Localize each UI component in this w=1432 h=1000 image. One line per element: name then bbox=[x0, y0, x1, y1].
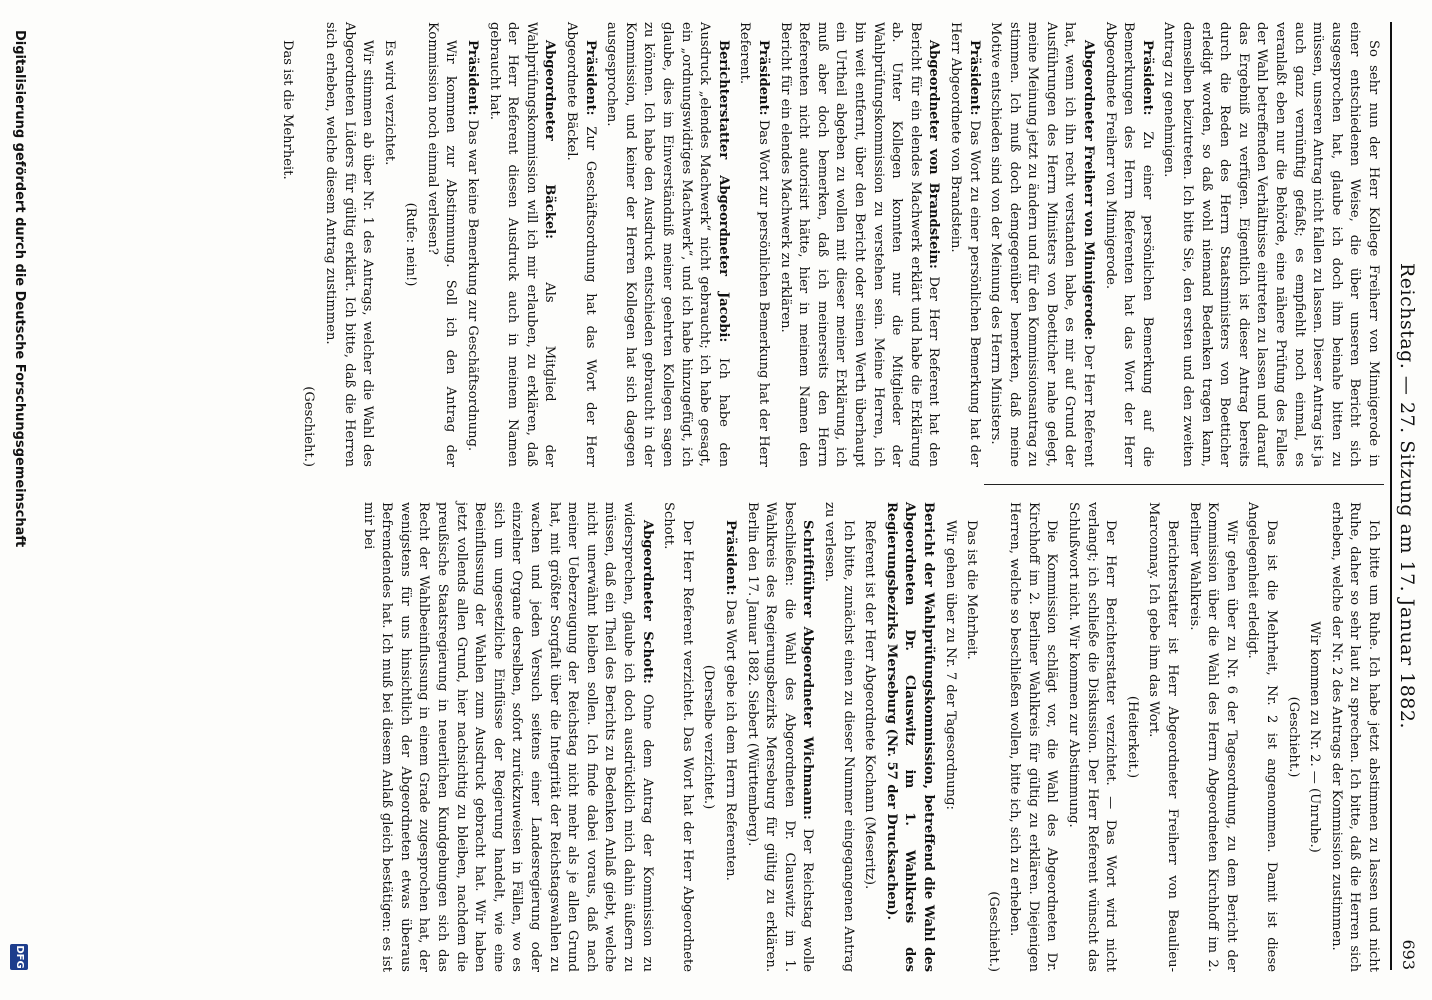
paragraph-text: (Geschieht.) bbox=[301, 386, 317, 467]
speaker-name: Präsident: bbox=[966, 40, 982, 116]
paragraph bbox=[1122, 502, 1141, 972]
speaker-name: Abgeordneter Freiherr von Minnigerode: bbox=[1081, 40, 1097, 341]
paragraph-text: Berichterstatter ist Herr Abgeordneter Freiherr von Beaulieu-Marconnay. Ich gebe ihm das Wort. bbox=[1146, 502, 1181, 972]
right-text-column bbox=[355, 502, 1382, 972]
paragraph-text: Referent ist der Herr Abgeordnete Kochann (Meseritz). bbox=[862, 520, 878, 890]
paragraph bbox=[277, 22, 296, 467]
speaker-name: Präsident: bbox=[756, 40, 771, 116]
speech-paragraph bbox=[358, 502, 656, 972]
paragraph-text: Als Mitglied der Wahlprüfungskommission will ich mir erlauben, zu erklären, daß der Herr Referent diesen Ausdruck auch in meinem Namen gebraucht hat. bbox=[486, 22, 558, 468]
paragraph bbox=[379, 22, 398, 467]
paragraph-text: Das Wort zur persönlichen Bemerkung hat der Herr Referent. bbox=[737, 22, 771, 467]
speaker-name: Präsident: bbox=[465, 40, 481, 116]
paragraph-text: Ich bitte um Ruhe. Ich habe jetzt abstimmen zu lassen und nicht Ruhe, daher so sehr laut zu sprechen. Ich bitte, daß die Herren sich erheben, welche der Nr. 2 des Antrags der Kommission zustimmen. bbox=[1328, 502, 1381, 972]
paragraph bbox=[1243, 502, 1280, 972]
paragraph bbox=[962, 502, 981, 972]
paragraph bbox=[819, 502, 856, 972]
digitization-credit: Digitalisierung gefördert durch die Deutsche Forschungsgemeinschaft bbox=[12, 30, 27, 548]
speech-paragraph bbox=[742, 502, 816, 972]
paragraph-text: Das Wort zu einer persönlichen Bemerkung hat der Herr Abgeordnete von Brandstein. bbox=[947, 22, 982, 467]
paragraph-text: Der Herr Berichterstatter verzichtet. — Das Wort wird nicht verlangt; ich schließe die Diskussion. Der Herr Referent wünscht das Schlußwort nicht. Wir kommen zur Abstimmung. bbox=[1066, 502, 1119, 972]
speech-paragraph bbox=[720, 502, 739, 972]
paragraph-text: (Heiterkeit.) bbox=[1124, 695, 1140, 779]
paragraph-text: Der Reichstag wolle beschließen: die Wahl des Abgeordneten Dr. Clauswitz im 1. Wahlkreis des Regierungsbezirks Merseburg für gültig zu erklären. Berlin den 17. Januar 1882. Siebert (Württemberg). bbox=[744, 502, 816, 972]
header-title: Reichstag. — 27. Sitzung am 17. Januar 1882. bbox=[1396, 262, 1418, 730]
paragraph-text: (Rufe: nein!) bbox=[403, 202, 419, 287]
paragraph-text: Wir gehen über zu Nr. 7 der Tagesordnung: bbox=[942, 520, 958, 810]
paragraph-text: Bericht der Wahlprüfungskommission, betreffend die Wahl des Abgeordneten Dr. Clauswitz im 1. Wahlkreis des Regierungsbezirks Merseburg (Nr. 57 der Drucksachen). bbox=[883, 502, 936, 972]
page-header bbox=[1390, 22, 1422, 970]
paragraph bbox=[1305, 502, 1324, 972]
paragraph bbox=[940, 502, 959, 972]
paragraph-text: (Derselbe verzichtet.) bbox=[701, 664, 717, 810]
paragraph bbox=[1283, 502, 1302, 972]
paragraph-text: Zu einer persönlichen Bemerkung auf die Bemerkungen des Herrn Referenten hat das Wort der Herr Abgeordnete Freiherr von Minnigerode. bbox=[1102, 22, 1155, 467]
speaker-name: Präsident: bbox=[582, 40, 598, 116]
column-divider bbox=[984, 484, 1384, 485]
left-text-column bbox=[274, 22, 1382, 467]
paragraph-text: Zur Geschäftsordnung hat das Wort der Herr Abgeordnete Bäckel. bbox=[564, 22, 598, 467]
paragraph bbox=[401, 22, 420, 467]
speech-paragraph bbox=[775, 22, 942, 467]
paragraph bbox=[659, 502, 696, 972]
paragraph-text: Ich habe den Ausdruck „elendes Machwerk“ nicht gebraucht; ich habe gesagt, ein „ordnungswidriges Machwerk“, und ich habe hinzugefügt, ich glaube, dies im Einverständniß meiner geehrten Kollegen sagen zu können. Ich habe den Ausdruck entschieden gebraucht in der Kommission, und keiner der Herren Kollegen hat sich dagegen ausgesprochen. bbox=[604, 22, 731, 468]
paragraph bbox=[1064, 502, 1120, 972]
paragraph bbox=[1005, 502, 1061, 972]
speaker-name: Präsident: bbox=[723, 520, 738, 596]
paragraph bbox=[1159, 22, 1382, 467]
speaker-name: Berichterstatter Abgeordneter Jacobi: bbox=[715, 40, 731, 343]
dfg-logo: DFG bbox=[10, 944, 28, 970]
speech-paragraph bbox=[945, 22, 982, 467]
speaker-name: Abgeordneter Schott: bbox=[639, 520, 655, 684]
speech-paragraph bbox=[735, 22, 772, 467]
paragraph-text: Ich bitte, zunächst einen zu dieser Nummer eingegangenen Antrag zu verlesen. bbox=[821, 502, 856, 972]
speech-paragraph bbox=[1100, 22, 1156, 467]
speaker-name: Schriftführer Abgeordneter Wichmann: bbox=[800, 520, 816, 820]
page-number: 693 bbox=[1399, 939, 1418, 970]
paragraph-text: Wir stimmen ab über Nr. 1 des Antrags, welcher die Wahl des Abgeordneten Lüders für gültig erklärt. Ich bitte, daß die Herren sich erheben, welche diesem Antrag zustimmen. bbox=[322, 22, 376, 467]
paragraph bbox=[860, 502, 879, 972]
speaker-name: Abgeordneter Bäckel: bbox=[542, 40, 558, 240]
speaker-name: Abgeordneter von Brandstein: bbox=[926, 40, 942, 269]
paragraph-text: Der Herr Referent hat, wenn ich ihn recht verstanden habe, es mir auf Grund der Ausführungen des Herrn Ministers von Boetticher nahe gelegt, meine Meinung jetzt zu ändern und für den Kommissionsantrag zu stimmen. Ich muß doch demgegenüber bemerken, daß meine Motive entschieden sind von der Meinung des Herrn Ministers. bbox=[988, 22, 1097, 467]
paragraph-text: Ohne dem Antrag der Kommission zu widersprechen, glaube ich doch ausdrücklich mich dahin äußern zu müssen, daß ein Theil des Berichts zu Bedenken Anlaß giebt, welche nicht unerwähnt bleiben sollen. Ich finde dabei voraus, daß nach meiner Ueberzeugung der Reichstag nicht mehr als je allen Grund hat, mit größter Sorgfalt über die Integrität der Reichstagswahlen zu wachen und jeden Versuch seitens einer Landesregierung oder einzelner Organe derselben, sofort zurückzuweisen in Fällen, wo es sich um ungesetzliche Einflüsse der Regierung handelt, wie eine Beeinflussung der Wahlen zum Ausdruck gebracht hat. Wir haben jetzt vollends allen Grund, hier nachsichtig zu bleiben, nachdem die preußische Staatsregierung in neuerlichen Kundgebungen sich das Recht der Wahlbeeinflussung in einem Grade zugesprochen hat, der wenigstens für uns hinsichtlich der Abgeordneten etwas überaus Befremdendes hat. Ich muß bei diesem Anlaß gleich bestätigen: es ist mir bei bbox=[360, 502, 655, 972]
paragraph-text: Das ist die Mehrheit. bbox=[964, 520, 980, 660]
paragraph-text: Das war keine Bemerkung zur Geschäftsordnung. bbox=[465, 119, 481, 452]
page-footer bbox=[8, 30, 32, 970]
section-heading bbox=[881, 502, 937, 972]
paragraph bbox=[1184, 502, 1240, 972]
speech-paragraph bbox=[602, 22, 732, 467]
paragraph-text: Der Herr Referent verzichtet. Das Wort hat der Herr Abgeordnete Schott. bbox=[661, 502, 695, 972]
paragraph-text: (Geschieht.) bbox=[1285, 696, 1301, 778]
paragraph bbox=[983, 502, 1002, 972]
speech-paragraph bbox=[484, 22, 558, 467]
paragraph-text: Das Wort gebe ich dem Herrn Referenten. bbox=[723, 599, 738, 881]
paragraph bbox=[422, 22, 459, 467]
paragraph bbox=[1326, 502, 1382, 972]
speaker-name: Präsident: bbox=[1139, 40, 1155, 116]
paragraph-text: Wir kommen zu Nr. 2. — (Unruhe.) bbox=[1307, 621, 1323, 853]
paragraph bbox=[299, 22, 318, 467]
paragraph bbox=[320, 22, 376, 467]
paragraph-text: Wir gehen über zu Nr. 6 der Tagesordnung, zu dem Bericht der Kommission über die Wahl des Herrn Abgeordneten Kirchhoff im 2. Berliner Wahlkreis. bbox=[1186, 502, 1239, 972]
paragraph-text: Das ist die Mehrheit. bbox=[279, 40, 295, 180]
paragraph-text: Das ist die Mehrheit, Nr. 2 ist angenommen. Damit ist diese Angelegenheit erledigt. bbox=[1245, 502, 1280, 972]
paragraph bbox=[699, 502, 718, 972]
speech-paragraph bbox=[463, 22, 482, 467]
paragraph-text: Wir kommen zur Abstimmung. Soll ich den Antrag der Kommission noch einmal verlesen? bbox=[424, 22, 459, 467]
paragraph-text: Der Herr Referent hat den Bericht für ein elendes Machwerk erklärt und habe die Erklärung ab. Unter Kollegen konnten nur die Mitglieder der Wahlprüfungskommission zu verstehen sein. Meine Herren, ich bin weit entfernt, über den Bericht oder seinen Werth überhaupt ein Urtheil abgeben zu wollen mit dieser meiner Erklärung, ich muß aber doch bemerken, daß ich meinerseits den Herrn Referenten nicht autorisirt hätte, hier in meinem Namen den Bericht für ein elendes Machwerk zu erklären. bbox=[777, 22, 942, 467]
paragraph-text: Es wird verzichtet. bbox=[381, 40, 397, 166]
paragraph-text: (Geschieht.) bbox=[985, 891, 1001, 972]
paragraph-text: Die Kommission schlägt vor, die Wahl des Abgeordneten Dr. Kirchhoff im 2. Berliner Wahlkreis für gültig zu erklären. Diejenigen Herren, welche so beschließen wollen, bitte ich, sich zu erheben. bbox=[1007, 502, 1060, 972]
paragraph-text: So sehr nun der Herr Kollege Freiherr von Minnigerode in einer entschiedenen Weise, die über unseren Bericht sich ausgesprochen hat, glaube ich doch ihm beinahe bitten zu müssen, unseren Antrag nicht fallen zu lassen. Dieser Antrag ist ja auch ganz vernünftig gefaßt; es empfiehlt noch einmal, es veranlaßt eben nur die Behörde, eine nähere Prüfung des Falles der Wahl betreffenden Verhältnisse eintreten zu lassen und darauf das Ergebniß zu verfügen. Eigentlich ist dieser Antrag bereits durch die Reden des Herrn Staatsministers von Boetticher erledigt worden, so daß wohl niemand Bedenken tragen kann, demselben beizutreten. Ich bitte Sie, den ersten und den zweiten Antrag zu genehmigen. bbox=[1161, 22, 1381, 467]
speech-paragraph bbox=[561, 22, 598, 467]
paragraph bbox=[1144, 502, 1181, 972]
speech-paragraph bbox=[986, 22, 1098, 467]
